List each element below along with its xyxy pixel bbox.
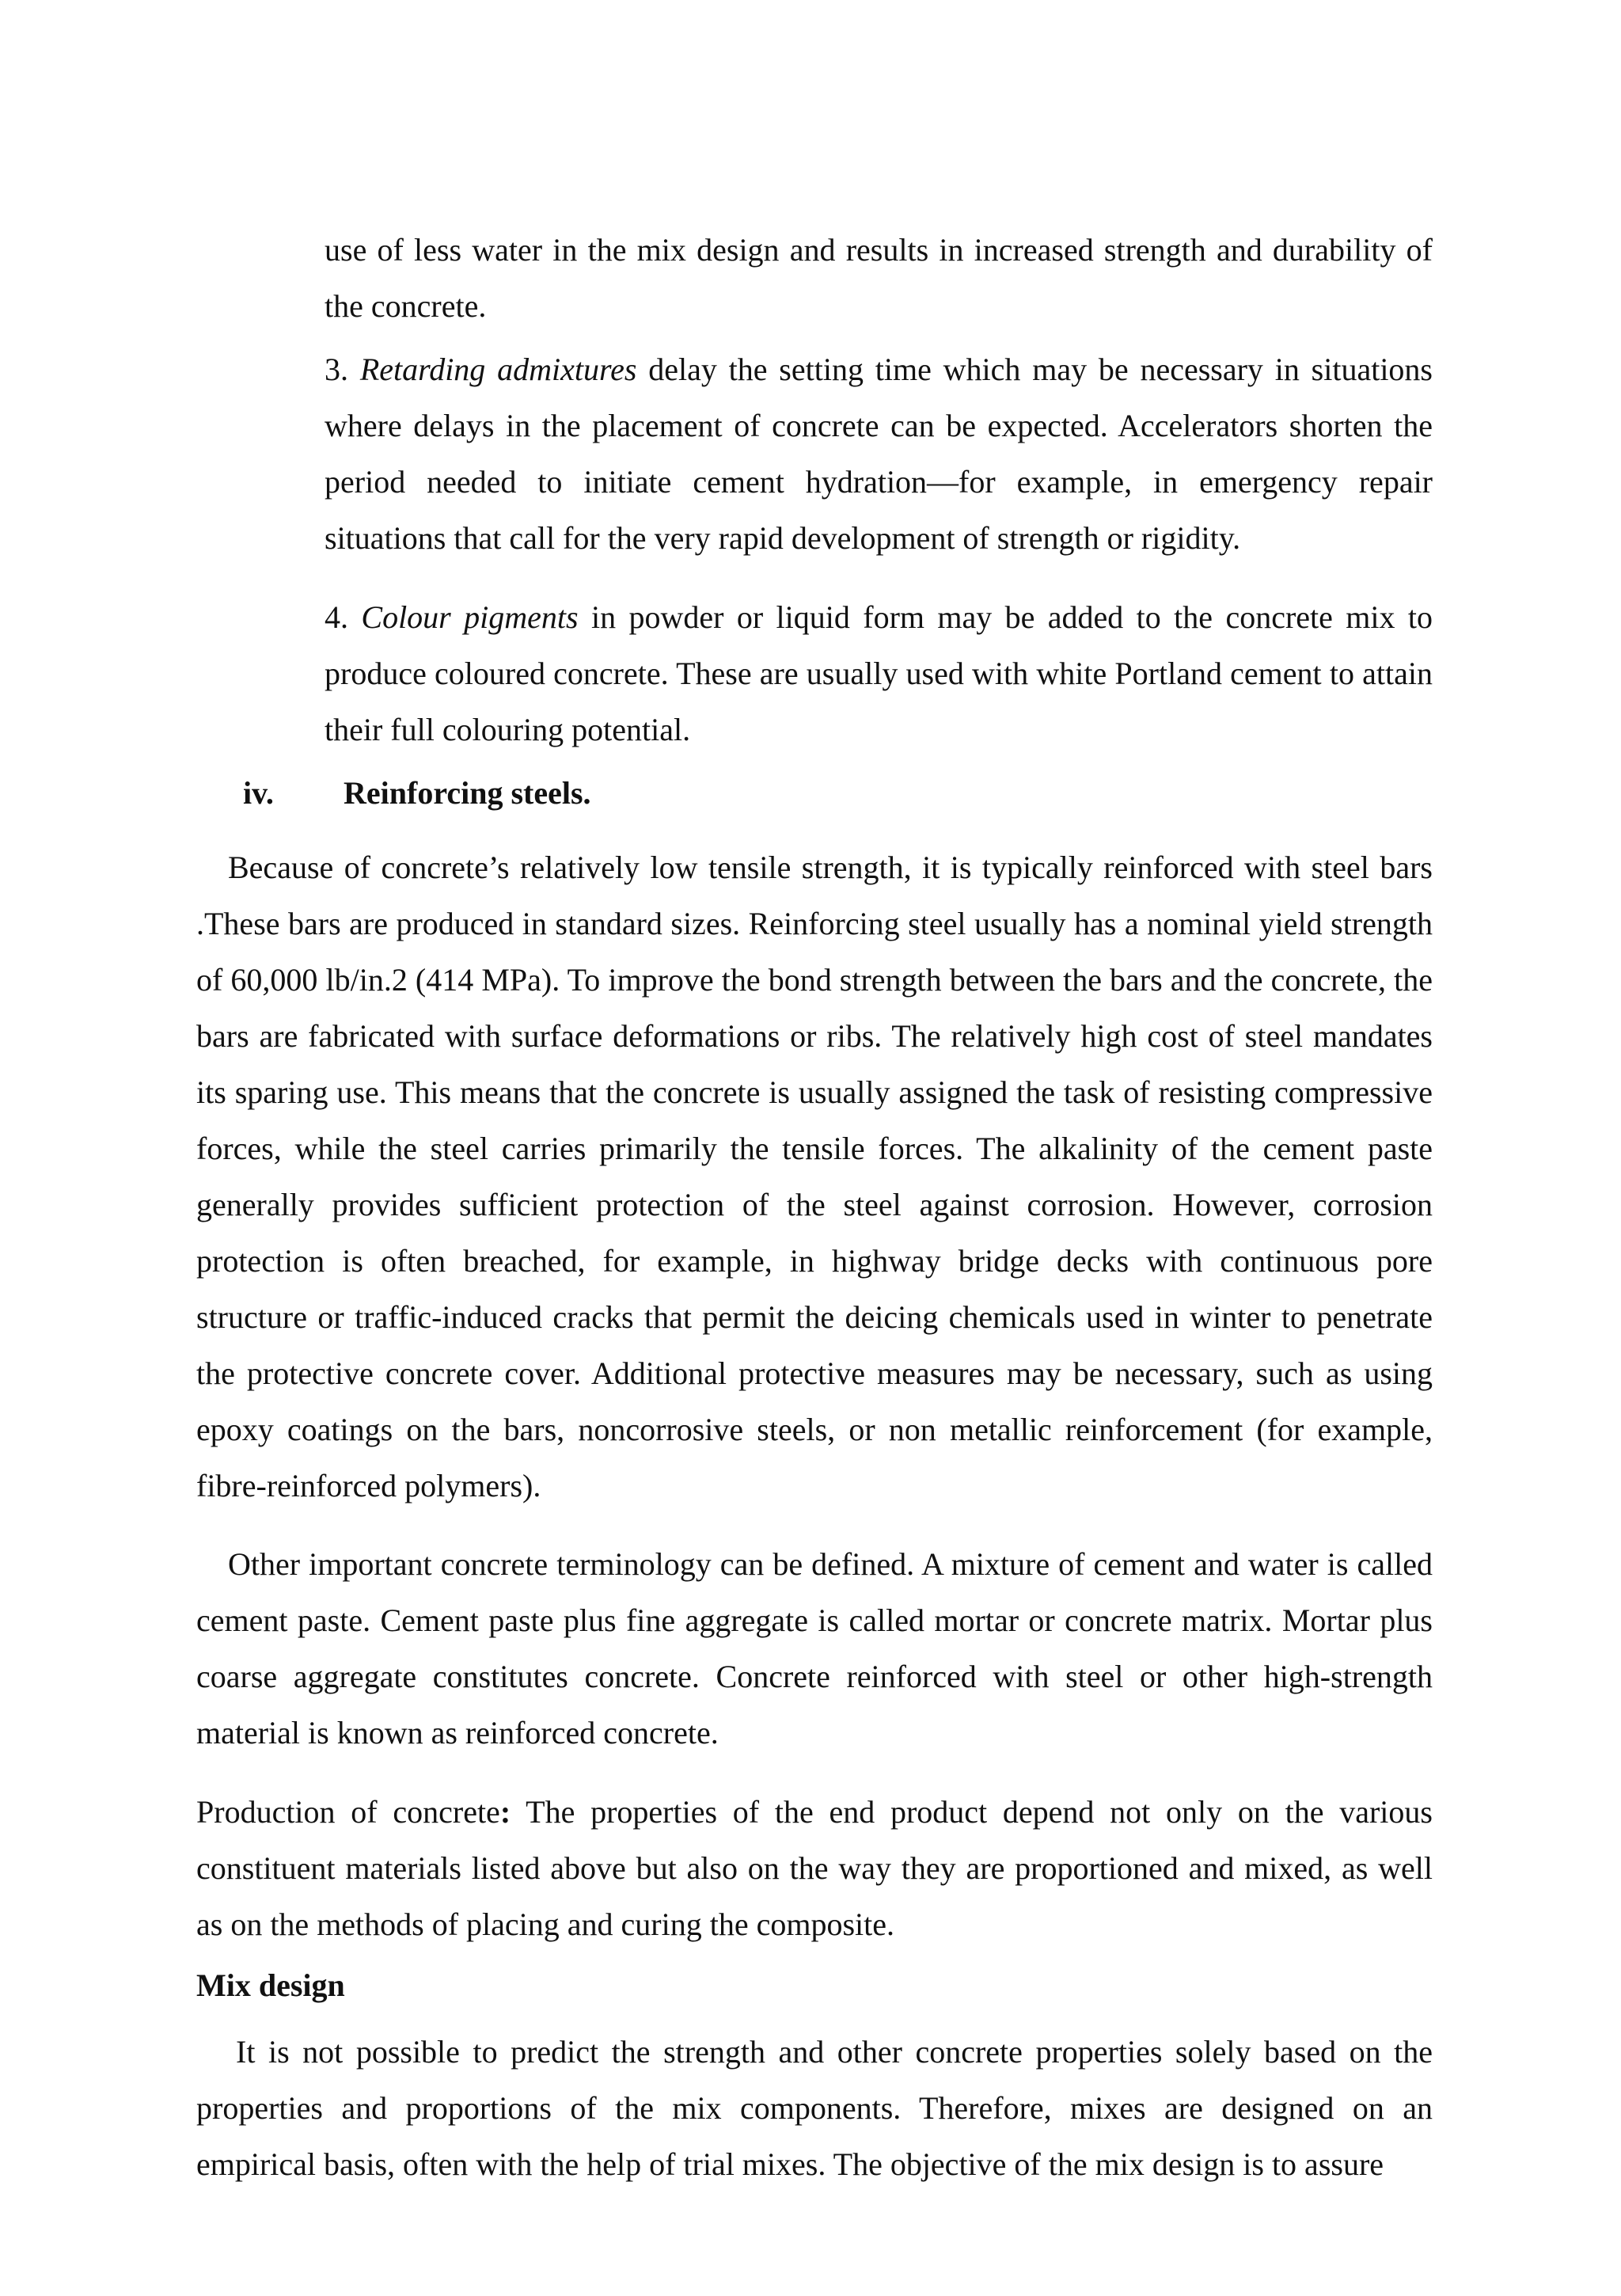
terminology-paragraph [196,1536,1433,1761]
terminology-text: Other important concrete terminology can be defined. A mixture of cement and water is called cement paste. Cement paste plus fine aggregate is called mortar or concrete matrix. Mortar plus coarse aggregate constitutes concrete. Concrete reinforced with steel or other high-strength material is known as reinforced concrete. [196,1546,1433,1751]
production-label: Production of concrete [196,1794,500,1830]
list-item-3 [325,341,1433,566]
section-title: Reinforcing steels. [344,775,591,811]
list-item-4 [325,589,1433,758]
continuation-text: use of less water in the mix design and results in increased strength and durability of the concrete. [325,232,1433,324]
production-text: The properties of the end product depend not only on the various constituent materials listed above but also on the way they are proportioned and mixed, as well as on the methods of placing and curing the composite. [196,1794,1433,1942]
reinforcing-steel-paragraph [196,839,1433,1514]
mix-design-heading: Mix design [196,1967,345,2003]
section-numeral: iv. [243,775,274,811]
retarding-admixtures-term: Retarding admixtures [359,352,637,387]
list-text-4: in powder or liquid form may be added to the concrete mix to produce coloured concrete. These are usually used with white Portland cement to attain their full colouring potential. [325,599,1433,747]
colour-pigments-term: Colour pigments [361,599,579,635]
reinforcing-steel-text: Because of concrete’s relatively low tensile strength, it is typically reinforced with steel bars .These bars are produced in standard sizes. Reinforcing steel usually has a nominal yield strength of 60,000 lb/in.2 (414 MPa). To improve the bond strength between the bars and the concrete, the bars are fabricated with surface deformations or ribs. The relatively high cost of steel mandates its sparing use. This means that the concrete is usually assigned the task of resisting compressive forces, while the steel carries primarily the tensile forces. The alkalinity of the cement paste generally provides sufficient protection of the steel against corrosion. However, corrosion protection is often breached, for example, in highway bridge decks with continuous pore structure or traffic-induced cracks that permit the deicing chemicals used in winter to penetrate the protective concrete cover. Additional protective measures may be necessary, such as using epoxy coatings on the bars, noncorrosive steels, or non metallic reinforcement (for example, fibre-reinforced polymers). [196,850,1433,1503]
list-text-3: delay the setting time which may be necessary in situations where delays in the placement of concrete can be expected. Accelerators shorten the period needed to initiate cement hydration—for example, in emergency repair situations that call for the very rapid development of strength or rigidity. [325,352,1433,556]
continuation-paragraph [325,222,1433,334]
production-paragraph [196,1784,1433,1952]
production-colon: : [499,1794,511,1830]
list-number-4: 4. [325,599,348,635]
list-number-3: 3. [325,352,348,387]
mix-design-text: It is not possible to predict the strength and other concrete properties solely based on the properties and proportions of the mix components. Therefore, mixes are designed on an empirical basis, often with the help of trial mixes. The objective of the mix design is to assure [196,2034,1433,2182]
mix-design-paragraph [196,2024,1433,2192]
